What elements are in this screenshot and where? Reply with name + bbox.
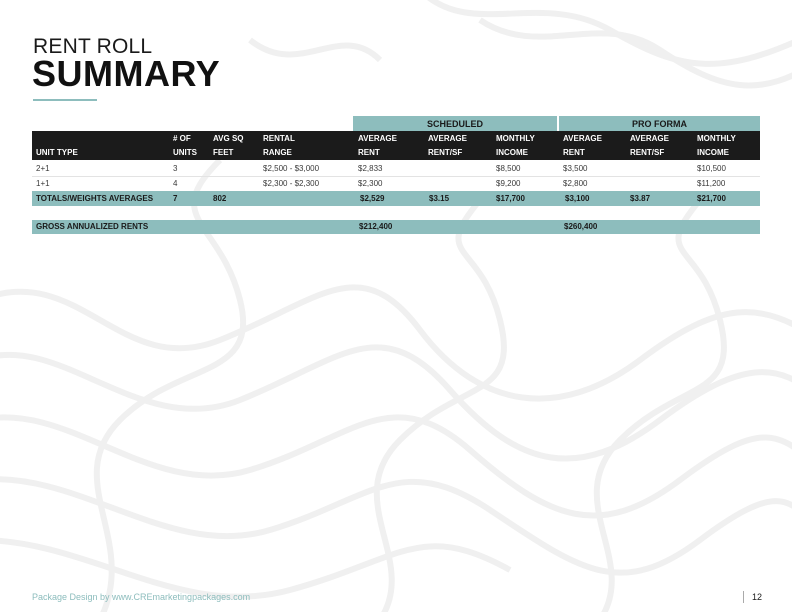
footer-divider — [743, 591, 744, 603]
col-avg-sq-top: AVG SQ — [213, 134, 244, 143]
totals-pf-monthly-income: $21,700 — [697, 194, 726, 203]
group-header-pro-forma: PRO FORMA — [559, 116, 760, 131]
cell-pf-avg-rent: $3,500 — [563, 164, 588, 173]
totals-pf-avg-rent: $3,100 — [565, 194, 590, 203]
cell-unit-type: 2+1 — [36, 164, 50, 173]
col-pf-avg-rent: RENT — [563, 148, 585, 157]
cell-sched-avg-rent: $2,833 — [358, 164, 383, 173]
cell-pf-monthly-income: $10,500 — [697, 164, 726, 173]
page-number: 12 — [752, 592, 763, 602]
col-rental-range-top: RENTAL — [263, 134, 295, 143]
cell-sched-avg-rent: $2,300 — [358, 179, 383, 188]
col-units: UNITS — [173, 148, 197, 157]
cell-unit-type: 1+1 — [36, 179, 50, 188]
totals-sched-avg-rent: $2,529 — [360, 194, 385, 203]
cell-sched-monthly-income: $8,500 — [496, 164, 521, 173]
col-sched-monthly-income-top: MONTHLY — [496, 134, 535, 143]
totals-sched-monthly-income: $17,700 — [496, 194, 525, 203]
group-header-scheduled: SCHEDULED — [353, 116, 557, 131]
totals-label: TOTALS/WEIGHTS AVERAGES — [36, 194, 154, 203]
col-sched-monthly-income: INCOME — [496, 148, 528, 157]
col-pf-monthly-income: INCOME — [697, 148, 729, 157]
gross-pro-forma: $260,400 — [564, 222, 598, 231]
cell-rental-range: $2,300 - $2,300 — [263, 179, 320, 188]
col-rental-range: RANGE — [263, 148, 292, 157]
cell-sched-monthly-income: $9,200 — [496, 179, 521, 188]
cell-units: 4 — [173, 179, 178, 188]
col-sched-rent-sf-top: AVERAGE — [428, 134, 467, 143]
totals-units: 7 — [173, 194, 178, 203]
col-avg-sq: FEET — [213, 148, 234, 157]
totals-avg-sq-feet: 802 — [213, 194, 227, 203]
table-row — [32, 162, 760, 177]
cell-units: 3 — [173, 164, 178, 173]
gross-annualized-rents-row — [32, 220, 760, 234]
col-pf-avg-rent-top: AVERAGE — [563, 134, 602, 143]
column-header-band — [32, 131, 760, 160]
totals-pf-rent-sf: $3.87 — [630, 194, 651, 203]
col-unit-type: UNIT TYPE — [36, 148, 78, 157]
col-pf-monthly-income-top: MONTHLY — [697, 134, 736, 143]
gross-label: GROSS ANNUALIZED RENTS — [36, 222, 149, 231]
title-underline — [33, 99, 97, 101]
totals-sched-rent-sf: $3.15 — [429, 194, 450, 203]
page-title: SUMMARY — [32, 53, 221, 94]
title-line1: RENT ROLL — [33, 35, 153, 58]
col-sched-rent-sf: RENT/SF — [428, 148, 463, 157]
cell-pf-monthly-income: $11,200 — [697, 179, 726, 188]
totals-row — [32, 191, 760, 206]
cell-pf-avg-rent: $2,800 — [563, 179, 588, 188]
cell-rental-range: $2,500 - $3,000 — [263, 164, 320, 173]
col-sched-avg-rent-top: AVERAGE — [358, 134, 397, 143]
col-sched-avg-rent: RENT — [358, 148, 380, 157]
table-row — [32, 177, 760, 192]
col-units-top: # OF — [173, 134, 191, 143]
gross-scheduled: $212,400 — [359, 222, 393, 231]
footer-credit-link[interactable]: Package Design by www.CREmarketingpackages.com — [32, 592, 251, 602]
col-pf-rent-sf: RENT/SF — [630, 148, 665, 157]
col-pf-rent-sf-top: AVERAGE — [630, 134, 669, 143]
